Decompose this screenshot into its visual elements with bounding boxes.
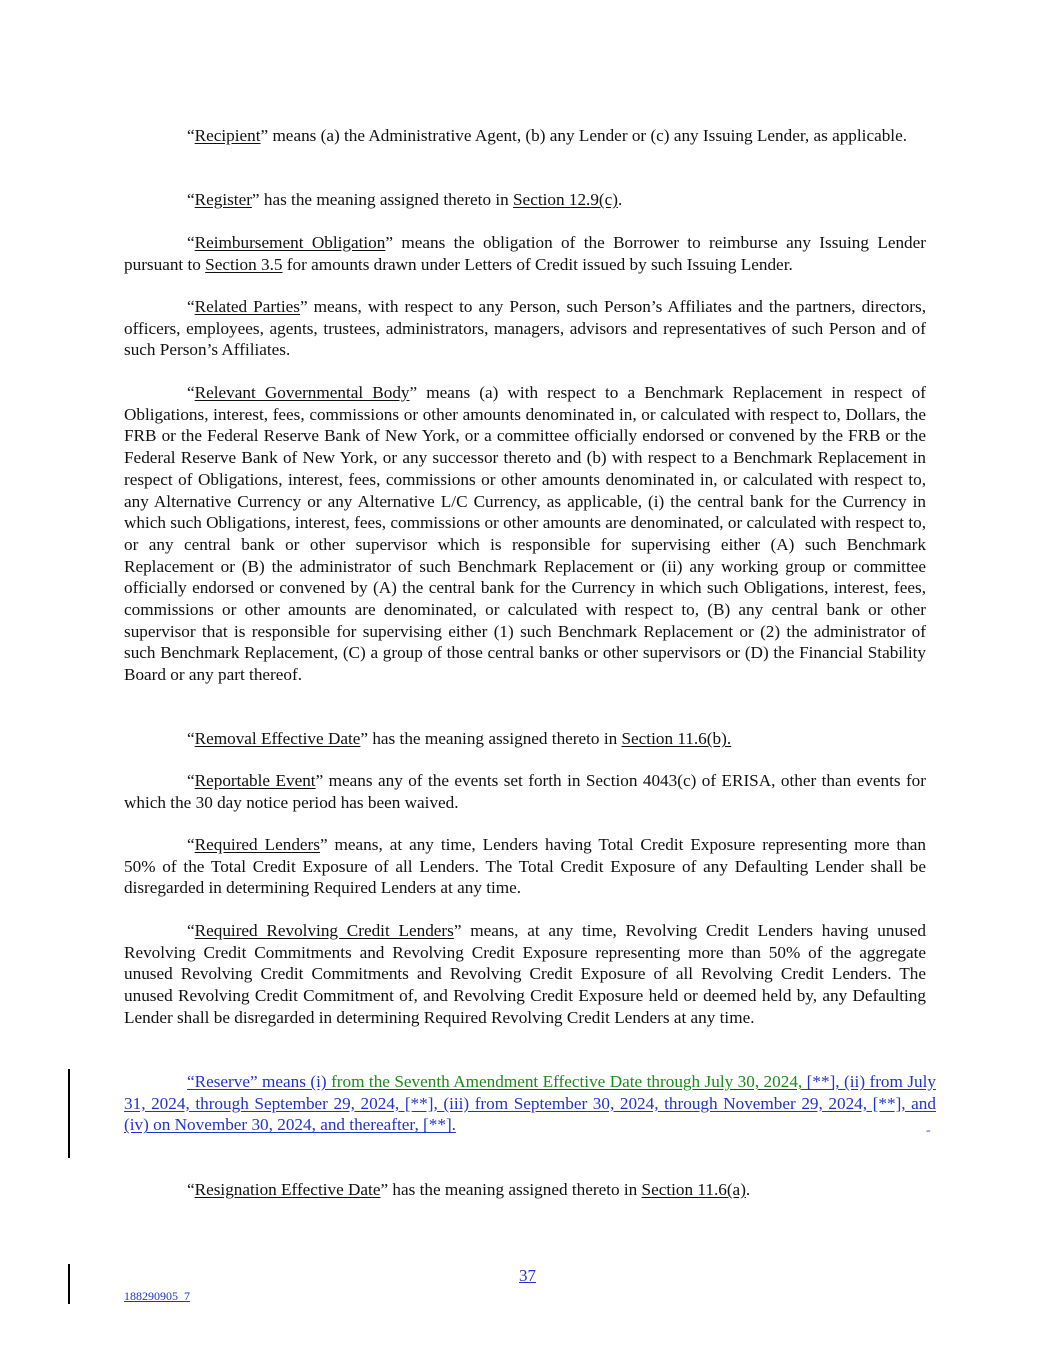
definition-required-revolving-credit-lenders: “Required Revolving Credit Lenders” means, at any time, Revolving Credit Lenders having unused Revolving Credit Commitments and Revolving Credit Exposure representing more than 50% of the aggregate unused Revolving Credit Commitments and Revolving Credit Exposure of all Revolving Credit Lenders. The unused Revolving Credit Commitment of, and Revolving Credit Exposure held or deemed held by, any Defaulting Lender shall be disregarded in determining Required Revolving Credit Lenders at any time. bbox=[124, 921, 926, 1027]
inserted-text: [**], (ii) from July 31, 2024, through September 29, 2024, [**], (iii) from September 30, 2024, through November 29, 2024, [**], and (iv) on November 30, 2024, and thereafter, [**]. bbox=[124, 1072, 936, 1135]
defined-term: Relevant Governmental Body bbox=[194, 383, 410, 402]
definition-reimbursement-obligation: “Reimbursement Obligation” means the obligation of the Borrower to reimburse any Issuing Lender pursuant to Section 3.5 for amounts drawn under Letters of Credit issued by such Issuing Lender. bbox=[124, 233, 926, 274]
definition-recipient: “Recipient” means (a) the Administrative Agent, (b) any Lender or (c) any Issuing Lender, as applicable. bbox=[187, 126, 907, 145]
defined-term: Required Lenders bbox=[194, 835, 320, 854]
definition-text: ” means the obligation of the Borrower to reimburse any Issuing Lender pursuant to bbox=[124, 233, 926, 274]
section-reference: Section 12.9(c) bbox=[513, 190, 619, 209]
definition-text: ” means (a) the Administrative Agent, (b) any Lender or (c) any Issuing Lender, as applicable. bbox=[260, 126, 907, 145]
defined-term: Reportable Event bbox=[194, 771, 316, 790]
definition-tail: for amounts drawn under Letters of Credit issued by such Issuing Lender. bbox=[282, 254, 793, 274]
section-reference: Section 3.5 bbox=[205, 254, 283, 274]
defined-term: Register bbox=[194, 190, 252, 209]
definition-text: ” has the meaning assigned thereto in bbox=[380, 1180, 642, 1199]
definition-register: “Register” has the meaning assigned thereto in Section 12.9(c). bbox=[187, 190, 623, 209]
defined-term: Recipient bbox=[194, 126, 261, 145]
definition-removal-effective-date: “Removal Effective Date” has the meaning assigned thereto in Section 11.6(b). bbox=[187, 729, 732, 748]
defined-term: Related Parties bbox=[194, 297, 300, 316]
definition-tail: . bbox=[618, 190, 623, 209]
moved-text: from the Seventh Amendment Effective Date through July 30, 2024, bbox=[331, 1072, 803, 1091]
revision-marker: = bbox=[926, 1127, 931, 1136]
definition-reserve-inserted bbox=[124, 1071, 936, 1136]
definition-tail: . bbox=[745, 1180, 751, 1199]
definition-text: ” has the meaning assigned thereto in bbox=[360, 729, 622, 748]
page-number-text: 37 bbox=[519, 1266, 536, 1285]
definition-related-parties: “Related Parties” means, with respect to any Person, such Person’s Affiliates and the partners, directors, officers, employees, agents, trustees, administrators, managers, advisors and representatives of such Person and of such Person’s Affiliates. bbox=[124, 297, 926, 360]
definition-required-lenders: “Required Lenders” means, at any time, Lenders having Total Credit Exposure representing more than 50% of the Total Credit Exposure of all Lenders. The Total Credit Exposure of any Defaulting Lender shall be disregarded in determining Required Lenders at any time. bbox=[124, 835, 927, 898]
document-id: 188290905_7 bbox=[124, 1289, 190, 1303]
definition-relevant-governmental-body: “Relevant Governmental Body” means (a) with respect to a Benchmark Replacement in respect of Obligations, interest, fees, commissions or other amounts denominated in, or calculated with respect to, Dollars, the FRB or the Federal Reserve Bank of New York, or a committee officially endorsed or convened by the FRB or the Federal Reserve Bank of New York, or any successor thereto and (b) with respect to a Benchmark Replacement in respect of Obligations, interest, fees, commissions or other amounts denominated in, or calculated with respect to, any Alternative Currency or any Alternative L/C Currency, as applicable, (i) the central bank for the Currency in which such Obligations, interest, fees, commissions or other amounts are denominated, or calculated with respect to, or any central bank or other supervisor which is responsible for supervising either (A) such Benchmark Replacement or (B) the administrator of such Benchmark Replacement or (ii) any working group or committee officially endorsed or convened by (A) the central bank for the Currency in which such Obligations, interest, fees, commissions or other amounts are denominated, or calculated with respect to, (B) any central bank or other supervisor that is responsible for supervising either (1) such Benchmark Replacement or (2) the administrator of such Benchmark Replacement, (C) a group of those central banks or other supervisors or (D) the Financial Stability Board or any part thereof. bbox=[124, 383, 926, 685]
defined-term: Resignation Effective Date bbox=[194, 1180, 381, 1199]
page-number bbox=[0, 1266, 1055, 1286]
definition-text: ” means, at any time, Revolving Credit Lenders having unused Revolving Credit Commitments and Revolving Credit Exposure representing more than 50% of the aggregate unused Revolving Credit Commitments and Revolving Credit Exposure of all Revolving Credit Lenders. The unused Revolving Credit Commitment of, and Revolving Credit Exposure held or deemed held by, any Defaulting Lender shall be disregarded in determining Required Revolving Credit Lenders at any time. bbox=[124, 921, 926, 1027]
definition-reportable-event: “Reportable Event” means any of the events set forth in Section 4043(c) of ERISA, other than events for which the 30 day notice period has been waived. bbox=[124, 771, 926, 812]
definition-text: ” means, with respect to any Person, such Person’s Affiliates and the partners, directors, officers, employees, agents, trustees, administrators, managers, advisors and representatives of such Person and of such Person’s Affiliates. bbox=[124, 297, 926, 360]
defined-term: Removal Effective Date bbox=[194, 729, 361, 748]
definition-text: ” means (a) with respect to a Benchmark Replacement in respect of Obligations, interest, fees, commissions or other amounts denominated in, or calculated with respect to, Dollars, the FRB or the Federal Reserve Bank of New York, or a committee officially endorsed or convened by the FRB or the Federal Reserve Bank of New York, or any successor thereto and (b) with respect to a Benchmark Replacement in respect of Obligations, interest, fees, commissions or other amounts denominated in, or calculated with respect to, any Alternative Currency or any Alternative L/C Currency, as applicable, (i) the central bank for the Currency in which such Obligations, interest, fees, commissions or other amounts are denominated, or calculated with respect to, or any central bank or other supervisor which is responsible for supervising either (A) such Benchmark Replacement or (B) the administrator of such Benchmark Replacement or (ii) any working group or committee officially endorsed or convened by (A) the central bank for the Currency in which such Obligations, interest, fees, commissions or other amounts are denominated, or calculated with respect to, (B) any central bank or other supervisor that is responsible for supervising either (1) such Benchmark Replacement or (2) the administrator of such Benchmark Replacement, (C) a group of those central banks or other supervisors or (D) the Financial Stability Board or any part thereof. bbox=[124, 383, 926, 685]
definition-text: ” has the meaning assigned thereto in bbox=[251, 190, 513, 209]
definition-resignation-effective-date: “Resignation Effective Date” has the meaning assigned thereto in Section 11.6(a). bbox=[187, 1180, 751, 1199]
defined-term: Reimbursement Obligation bbox=[194, 233, 386, 252]
section-reference: Section 11.6(b). bbox=[621, 729, 732, 748]
change-bar bbox=[68, 1069, 70, 1158]
section-reference: Section 11.6(a) bbox=[641, 1180, 746, 1199]
inserted-text: “Reserve” means (i) bbox=[187, 1072, 332, 1091]
definition-text: ” means, at any time, Lenders having Total Credit Exposure representing more than 50% of the Total Credit Exposure of all Lenders. The Total Credit Exposure of any Defaulting Lender shall be disregarded in determining Required Lenders at any time. bbox=[124, 835, 927, 898]
defined-term: Required Revolving Credit Lenders bbox=[194, 921, 454, 940]
definition-text: ” means any of the events set forth in Section 4043(c) of ERISA, other than events for which the 30 day notice period has been waived. bbox=[124, 771, 926, 812]
